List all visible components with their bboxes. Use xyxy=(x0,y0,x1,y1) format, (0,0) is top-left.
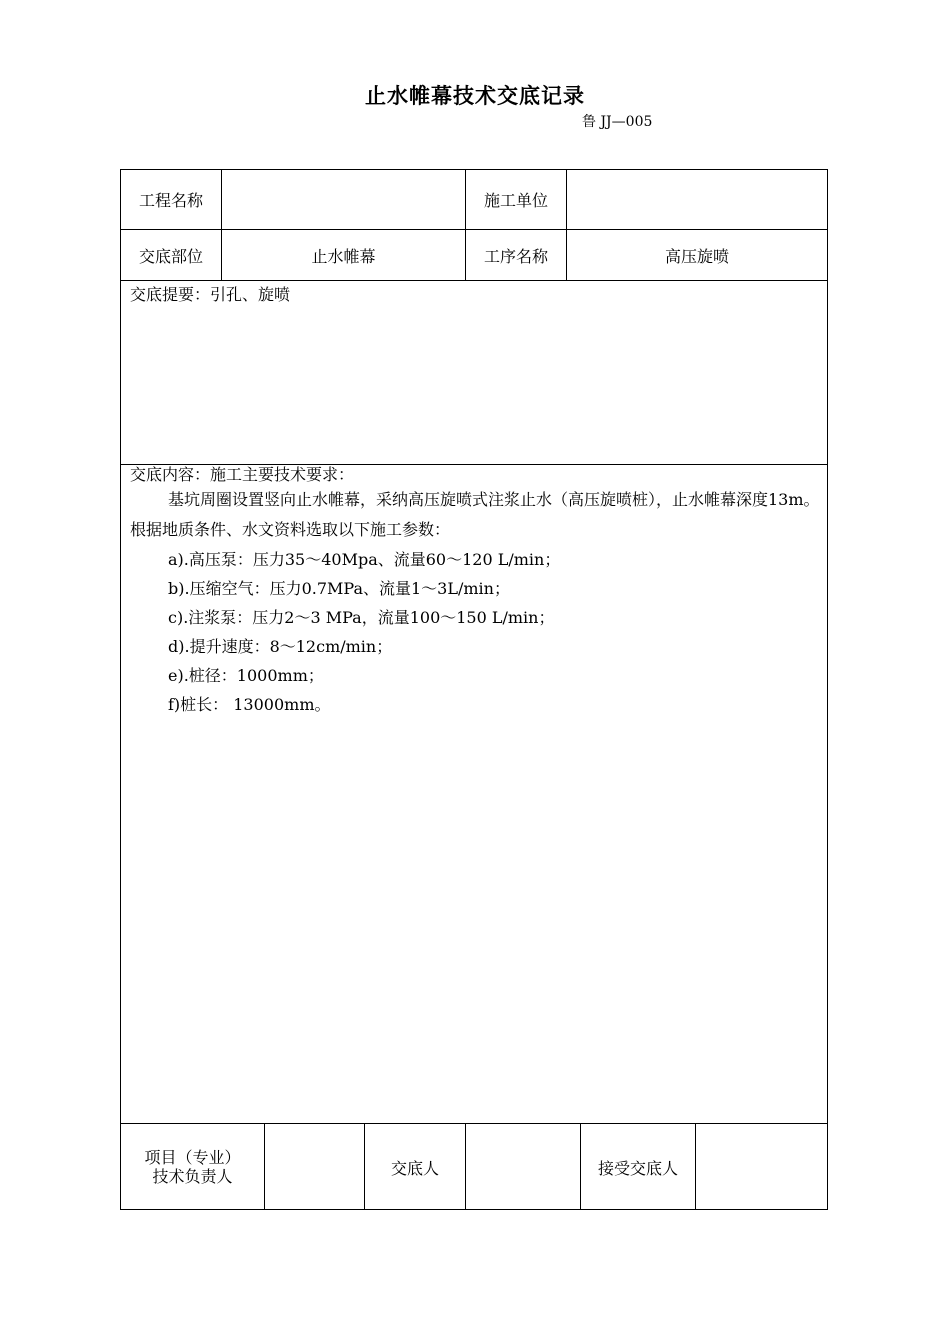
disclosure-summary[interactable]: 交底提要：引孔、旋喷 xyxy=(130,285,291,304)
tech-lead-label-line1: 项目（专业） xyxy=(144,1148,241,1167)
param-item: a).高压泵：压力35～40Mpa、流量60～120 L/min； xyxy=(168,550,561,569)
disclosure-content[interactable] xyxy=(130,465,822,719)
process-field[interactable]: 高压旋喷 xyxy=(664,246,729,266)
tech-lead-signature-field[interactable] xyxy=(265,1124,364,1210)
location-field[interactable]: 止水帷幕 xyxy=(311,246,376,266)
receiver-signature-field[interactable] xyxy=(696,1124,827,1210)
discloser-label: 交底人 xyxy=(390,1158,439,1178)
row-divider xyxy=(120,280,828,281)
receiver-label: 接受交底人 xyxy=(597,1158,678,1178)
content-heading: 交底内容：施工主要技术要求： xyxy=(130,465,355,484)
param-item: b).压缩空气：压力0.7MPa、流量1～3L/min； xyxy=(168,579,510,598)
page-title: 止水帷幕技术交底记录 xyxy=(365,83,585,108)
param-item: e).桩径：1000mm； xyxy=(168,666,324,685)
content-intro: 基坑周圈设置竖向止水帷幕，采纳高压旋喷式注浆止水（高压旋喷桩），止水帷幕深度13m。根据地质条件、水文资料选取以下施工参数： xyxy=(130,490,820,539)
tech-lead-label-line2: 技术负责人 xyxy=(152,1167,233,1186)
process-label: 工序名称 xyxy=(483,246,548,266)
project-name-label: 工程名称 xyxy=(138,191,203,210)
param-item: c).注浆泵：压力2～3 MPa，流量100～150 L/min； xyxy=(168,608,555,627)
location-label: 交底部位 xyxy=(138,246,203,266)
construction-unit-label: 施工单位 xyxy=(483,191,548,210)
project-name-field[interactable] xyxy=(222,170,465,229)
param-item: f)桩长： 13000mm。 xyxy=(168,695,331,714)
discloser-signature-field[interactable] xyxy=(466,1124,580,1210)
construction-unit-field[interactable] xyxy=(567,170,827,229)
form-code: 鲁 JJ—005 xyxy=(582,114,653,130)
tech-lead-label xyxy=(121,1124,264,1210)
param-item: d).提升速度：8～12cm/min； xyxy=(168,637,393,656)
